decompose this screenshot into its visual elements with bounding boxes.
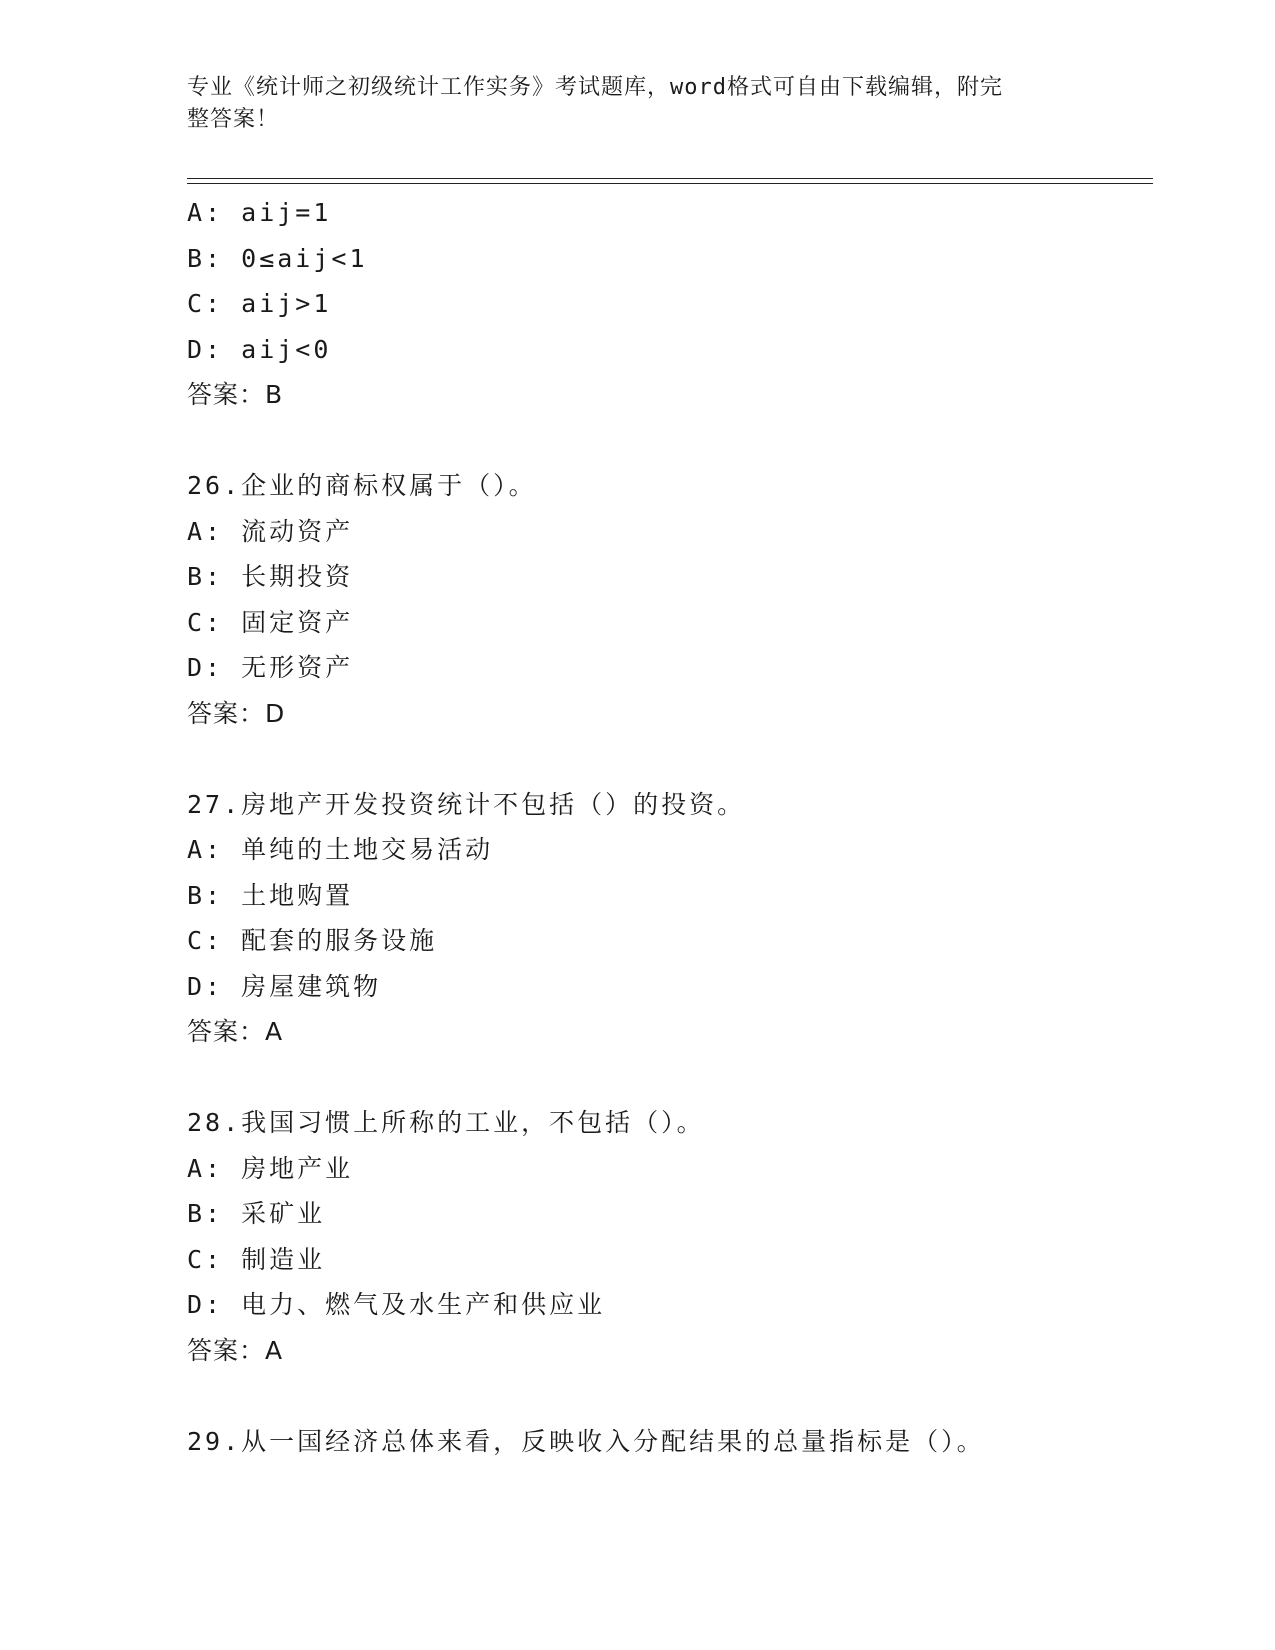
- option-d: D: aij<0: [187, 334, 332, 364]
- header-rule-bottom: [187, 183, 1153, 184]
- option-d: D: 无形资产: [187, 653, 354, 682]
- option-d: D: 房屋建筑物: [187, 971, 382, 1001]
- question-text: 28.我国习惯上所称的工业，不包括（）。: [187, 1108, 705, 1137]
- question-block: [187, 1419, 1153, 1465]
- option-b: B: 采矿业: [187, 1199, 326, 1228]
- answer-text: 答案：D: [187, 698, 286, 728]
- document-header: [187, 72, 1087, 136]
- option-b: B: 长期投资: [187, 562, 354, 591]
- question-block: [187, 190, 1153, 418]
- option-d: D: 电力、燃气及水生产和供应业: [187, 1290, 606, 1319]
- question-block: [187, 463, 1153, 736]
- question-text: 27.房地产开发投资统计不包括（）的投资。: [187, 789, 746, 819]
- header-line-1: 专业《统计师之初级统计工作实务》考试题库，word格式可自由下载编辑，附完: [187, 75, 1003, 100]
- header-rule-top: [187, 178, 1153, 179]
- option-b: B: 土地购置: [187, 880, 354, 910]
- option-c: C: aij>1: [187, 289, 332, 318]
- answer-text: 答案：A: [187, 1335, 284, 1365]
- answer-text: 答案：A: [187, 1017, 284, 1046]
- option-c: C: 制造业: [187, 1244, 326, 1274]
- spacer: [187, 1373, 1153, 1419]
- question-text: 29.从一国经济总体来看，反映收入分配结果的总量指标是（）。: [187, 1426, 985, 1456]
- question-text: 26.企业的商标权属于（）。: [187, 471, 537, 500]
- option-b: B: 0≤aij<1: [187, 243, 368, 273]
- spacer: [187, 1055, 1153, 1101]
- option-c: C: 配套的服务设施: [187, 926, 438, 955]
- question-block: [187, 782, 1153, 1055]
- question-block: [187, 1100, 1153, 1373]
- option-a: A: 房地产业: [187, 1153, 354, 1183]
- spacer: [187, 736, 1153, 782]
- spacer: [187, 418, 1153, 464]
- answer-text: 答案：B: [187, 380, 284, 409]
- option-a: A: 流动资产: [187, 516, 354, 546]
- option-a: A: aij=1: [187, 198, 332, 227]
- option-c: C: 固定资产: [187, 607, 354, 637]
- question-list: [187, 190, 1153, 1464]
- option-a: A: 单纯的土地交易活动: [187, 835, 494, 864]
- header-line-2: 整答案！: [187, 107, 280, 132]
